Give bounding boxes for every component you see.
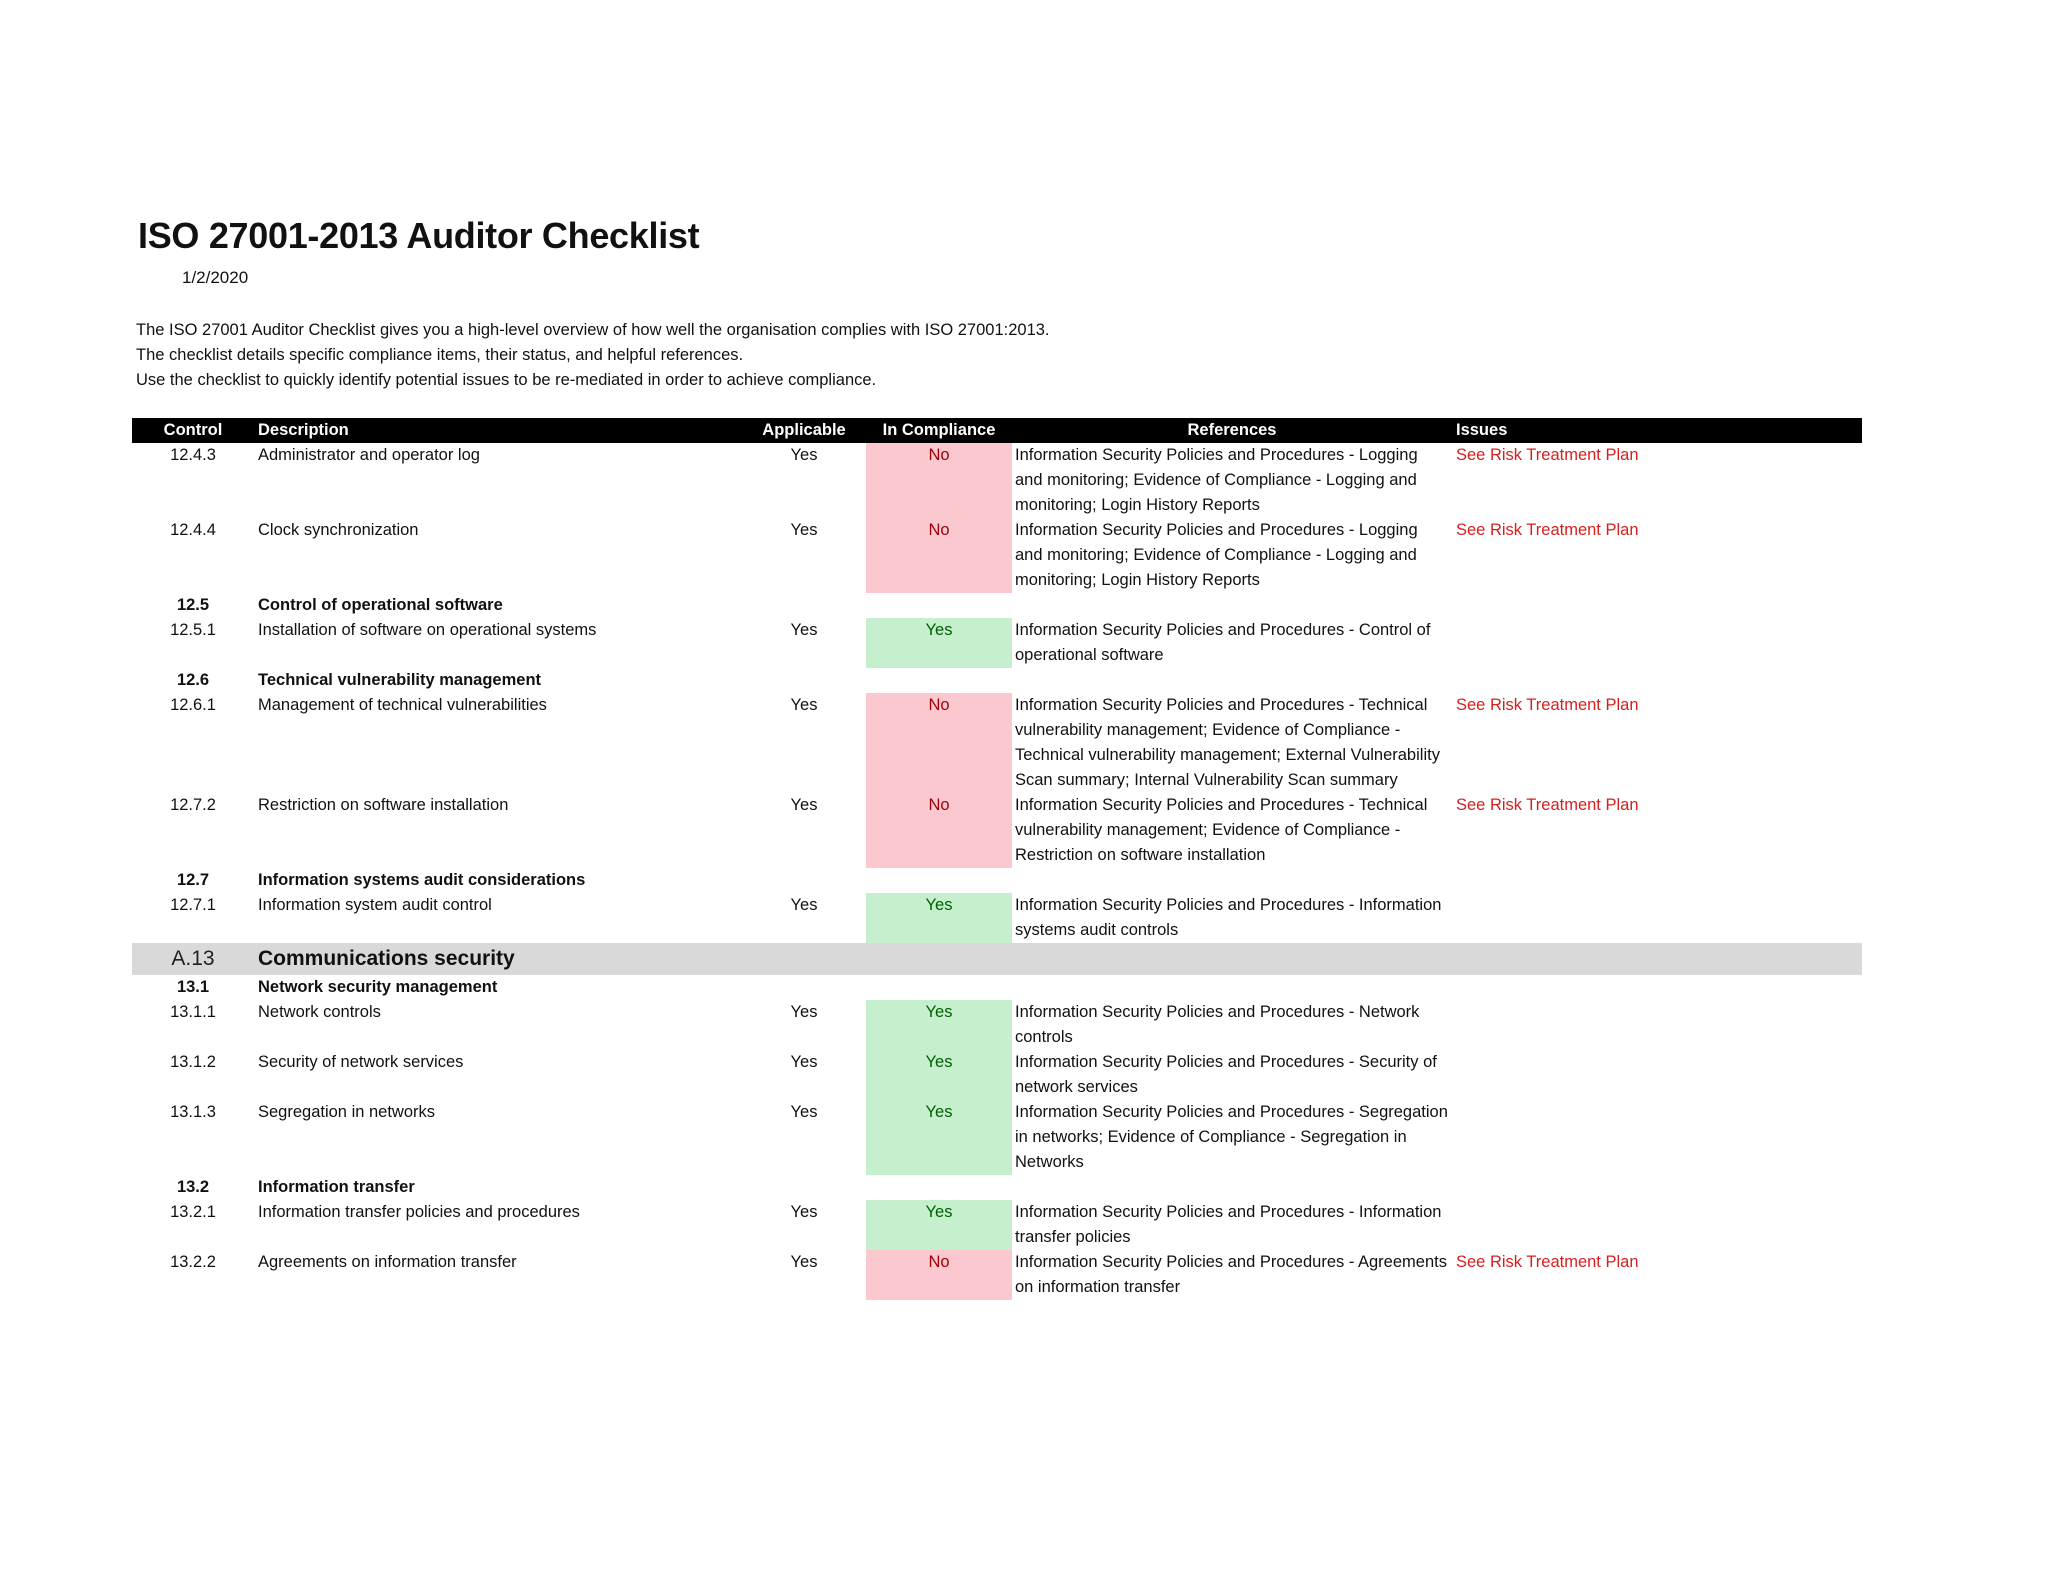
applicable-cell [742,868,866,893]
applicable-value: Yes [790,446,818,464]
applicable-value: Yes [790,621,818,639]
references-text: Information Security Policies and Procedures - Technical vulnerability management; Evidence of Compliance - Technical vulnerability management; External Vulnerability Scan summary; Internal Vulnerability Scan summary [1015,696,1440,789]
applicable-value: Yes [790,1253,818,1271]
section-title: Technical vulnerability management [258,671,542,689]
control-id: 13.1.1 [170,1003,216,1021]
compliance-status: Yes [866,1200,1012,1250]
table-row [132,518,1862,593]
issues-link [1452,1000,1862,1050]
references-text: Information Security Policies and Procedures - Information systems audit controls [1015,896,1442,939]
table-row [132,1100,1862,1175]
control-id: 13.1.3 [170,1103,216,1121]
references-text: Information Security Policies and Procedures - Technical vulnerability management; Evidence of Compliance - Restriction on software installation [1015,796,1428,864]
control-description: Agreements on information transfer [258,1253,517,1271]
control-id: 12.7 [176,871,210,889]
control-id: 12.7.2 [170,796,216,814]
control-id: 12.6 [176,671,210,689]
control-description: Restriction on software installation [258,796,509,814]
applicable-value: Yes [790,1003,818,1021]
issues-link[interactable]: See Risk Treatment Plan [1456,446,1639,464]
applicable-value: Yes [790,796,818,814]
section-title: Information systems audit considerations [258,871,586,889]
table-row [132,693,1862,793]
control-description: Security of network services [258,1053,464,1071]
applicable-cell [742,1175,866,1200]
domain-row [132,943,1862,975]
control-description: Network controls [258,1003,381,1021]
applicable-cell [742,668,866,693]
table-row [132,618,1862,668]
domain-title: Communications security [254,943,1862,975]
table-row [132,1200,1862,1250]
compliance-status: Yes [866,618,1012,668]
control-id: 12.6.1 [170,696,216,714]
references-text: Information Security Policies and Procedures - Logging and monitoring; Evidence of Compliance - Logging and monitoring; Login History Reports [1015,521,1418,589]
compliance-cell [866,868,1012,893]
control-description: Administrator and operator log [258,446,480,464]
issues-cell [1452,1175,1862,1200]
issues-link[interactable]: See Risk Treatment Plan [1456,796,1639,814]
control-id: 12.5.1 [170,621,216,639]
compliance-cell [866,593,1012,618]
column-header-issues: Issues [1452,418,1862,443]
section-row [132,668,1862,693]
table-row [132,893,1862,943]
page-title: ISO 27001-2013 Auditor Checklist [138,215,700,256]
references-text: Information Security Policies and Procedures - Information transfer policies [1015,1203,1442,1246]
applicable-value: Yes [790,521,818,539]
references-text: Information Security Policies and Procedures - Network controls [1015,1003,1420,1046]
checklist-table [132,418,1862,1300]
intro-line: The checklist details specific compliance items, their status, and helpful references. [136,346,744,364]
applicable-value: Yes [790,1053,818,1071]
column-header-description: Description [254,418,742,443]
compliance-cell [866,975,1012,1000]
issues-link [1452,1100,1862,1175]
control-description: Segregation in networks [258,1103,436,1121]
references-text: Information Security Policies and Procedures - Logging and monitoring; Evidence of Compliance - Logging and monitoring; Login History Reports [1015,446,1418,514]
section-title: Network security management [258,978,498,996]
column-header-in-compliance: In Compliance [866,418,1012,443]
report-date: 1/2/2020 [182,268,249,287]
references-cell [1012,1175,1452,1200]
compliance-status: No [866,443,1012,518]
compliance-status: Yes [866,1000,1012,1050]
applicable-cell [742,593,866,618]
table-row [132,443,1862,518]
column-header-applicable: Applicable [742,418,866,443]
references-cell [1012,668,1452,693]
control-description: Clock synchronization [258,521,419,539]
control-description: Management of technical vulnerabilities [258,696,547,714]
table-header-row [132,418,1862,443]
intro-text [136,318,1050,393]
domain-code: A.13 [132,943,254,975]
applicable-cell [742,975,866,1000]
section-row [132,593,1862,618]
compliance-status: No [866,518,1012,593]
references-text: Information Security Policies and Procedures - Security of network services [1015,1053,1437,1096]
control-id: 13.1.2 [170,1053,216,1071]
issues-link [1452,618,1862,668]
intro-line: The ISO 27001 Auditor Checklist gives you a high-level overview of how well the organisation complies with ISO 27001:2013. [136,321,1050,339]
compliance-status: No [866,793,1012,868]
compliance-status: No [866,693,1012,793]
control-description: Information transfer policies and procedures [258,1203,580,1221]
column-header-control: Control [132,418,254,443]
control-id: 12.7.1 [170,896,216,914]
issues-cell [1452,868,1862,893]
control-id: 13.2.1 [170,1203,216,1221]
issues-link [1452,1050,1862,1100]
control-description: Information system audit control [258,896,492,914]
issues-cell [1452,975,1862,1000]
applicable-value: Yes [790,696,818,714]
control-description: Installation of software on operational systems [258,621,597,639]
issues-link [1452,1200,1862,1250]
references-cell [1012,868,1452,893]
references-cell [1012,593,1452,618]
references-cell [1012,975,1452,1000]
issues-link [1452,893,1862,943]
references-text: Information Security Policies and Procedures - Control of operational software [1015,621,1431,664]
applicable-value: Yes [790,896,818,914]
section-title: Information transfer [258,1178,415,1196]
column-header-references: References [1012,418,1452,443]
compliance-cell [866,668,1012,693]
table-row [132,1000,1862,1050]
issues-cell [1452,668,1862,693]
issues-link[interactable]: See Risk Treatment Plan [1456,521,1639,539]
references-text: Information Security Policies and Procedures - Segregation in networks; Evidence of Compliance - Segregation in Networks [1015,1103,1448,1171]
intro-line: Use the checklist to quickly identify potential issues to be re-mediated in order to achieve compliance. [136,371,877,389]
compliance-status: No [866,1250,1012,1300]
section-row [132,868,1862,893]
table-body [132,443,1862,1300]
control-id: 13.2.2 [170,1253,216,1271]
control-id: 13.1 [176,978,210,996]
section-row [132,975,1862,1000]
applicable-value: Yes [790,1203,818,1221]
applicable-value: Yes [790,1103,818,1121]
compliance-status: Yes [866,1100,1012,1175]
compliance-cell [866,1175,1012,1200]
table-row [132,793,1862,868]
compliance-status: Yes [866,1050,1012,1100]
section-row [132,1175,1862,1200]
issues-link[interactable]: See Risk Treatment Plan [1456,1253,1639,1271]
control-id: 12.4.3 [170,446,216,464]
table-row [132,1250,1862,1300]
compliance-status: Yes [866,893,1012,943]
control-id: 13.2 [176,1178,210,1196]
control-id: 12.4.4 [170,521,216,539]
control-id: 12.5 [176,596,210,614]
section-title: Control of operational software [258,596,503,614]
issues-cell [1452,593,1862,618]
references-text: Information Security Policies and Procedures - Agreements on information transfer [1015,1253,1447,1296]
issues-link[interactable]: See Risk Treatment Plan [1456,696,1639,714]
table-row [132,1050,1862,1100]
